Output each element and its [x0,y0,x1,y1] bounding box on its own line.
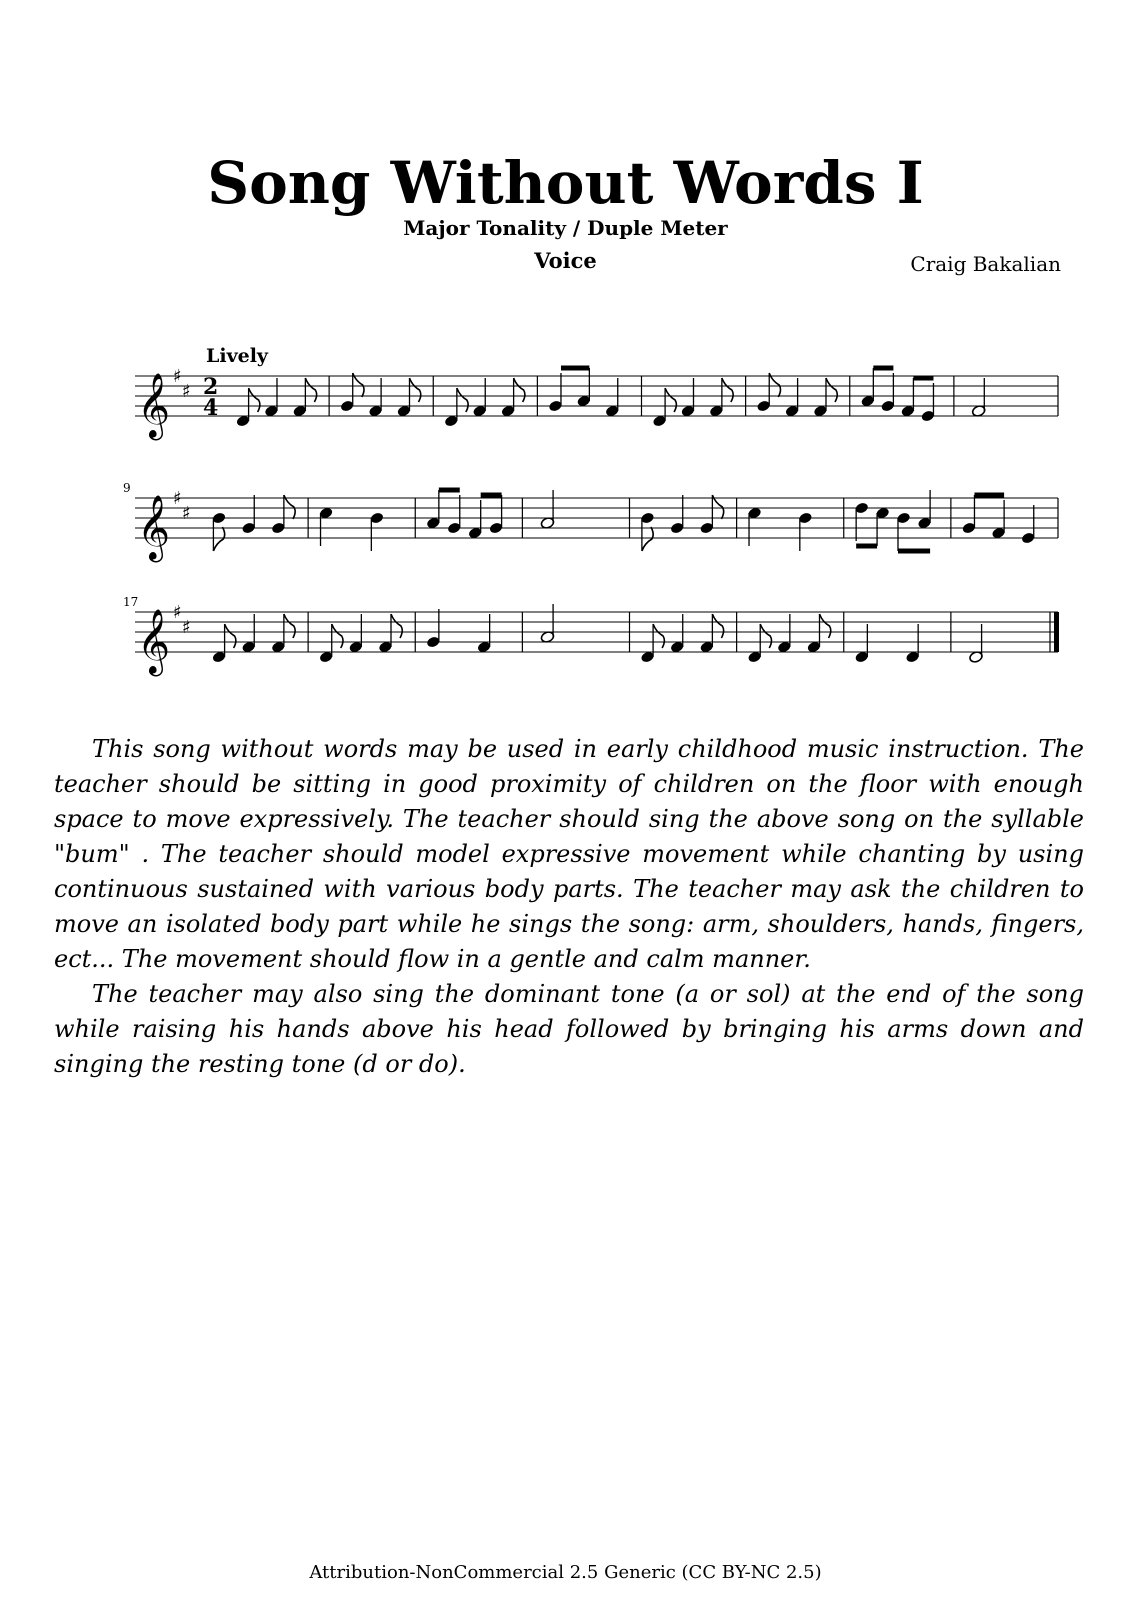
measure-number: 9 [123,481,131,495]
sharp-icon: ♯ [173,602,182,623]
note-flag [514,378,525,402]
license-footer: Attribution-NonCommercial 2.5 Generic (CC BY-NC 2.5) [309,1562,822,1583]
staff-system [123,595,1059,676]
note-flag [305,378,316,402]
note-flag [653,624,664,648]
tempo-marking: Lively [206,345,268,367]
sharp-icon: ♯ [173,488,182,509]
instructions-text [54,732,1084,1082]
music-score [0,0,1131,700]
note-flag [819,614,830,638]
note-flag [213,527,224,551]
instrument-label: Voice [534,248,597,273]
sharp-icon: ♯ [182,503,191,524]
time-signature-top: 2 [203,374,219,400]
note-flag [409,378,420,402]
note-flag [769,373,780,397]
note-flag [249,388,260,412]
note-flag [665,388,676,412]
time-signature-bottom: 4 [203,395,219,421]
final-barline [1054,612,1059,652]
sharp-icon: ♯ [173,366,182,387]
page-title: Song Without Words I [207,149,924,217]
treble-clef-icon: 𝄞 [137,373,171,438]
note-flag [722,378,733,402]
sharp-icon: ♯ [182,617,191,638]
note-flag [457,388,468,412]
note-flag [826,378,837,402]
composer-name: Craig Bakalian [910,252,1061,276]
staff-system [135,366,1058,440]
note-flag [332,624,343,648]
note-flag [712,495,723,519]
note-flag [284,614,295,638]
note-flag [642,527,653,551]
note-flag [225,624,236,648]
subtitle: Major Tonality / Duple Meter [403,216,728,240]
measure-number: 17 [123,595,139,609]
treble-clef-icon: 𝄞 [137,495,171,560]
note-flag [391,614,402,638]
note-flag [712,614,723,638]
note-flag [353,373,364,397]
sharp-icon: ♯ [182,381,191,402]
treble-clef-icon: 𝄞 [137,609,171,674]
staff-system [123,481,1058,562]
paragraph: The teacher may also sing the dominant tone (a or sol) at the end of the song while raising his hands above his head followed by bringing his arms down and singing the resting tone (d or do). [54,980,1084,1078]
note-flag [284,495,295,519]
paragraph: This song without words may be used in early childhood music instruction. The teacher should be sitting in good proximity of children on the floor with enough space to move expressively. The teacher should sing the above song on the syllable "bum" . The teacher should model expressive movement while chanting by using continuous sustained with various body parts. The teacher may ask the children to move an isolated body part while he sings the song: arm, shoulders, hands, fingers, ect... The movement should flow in a gentle and calm manner. [54,735,1084,973]
staff-systems [123,366,1059,676]
note-flag [760,624,771,648]
